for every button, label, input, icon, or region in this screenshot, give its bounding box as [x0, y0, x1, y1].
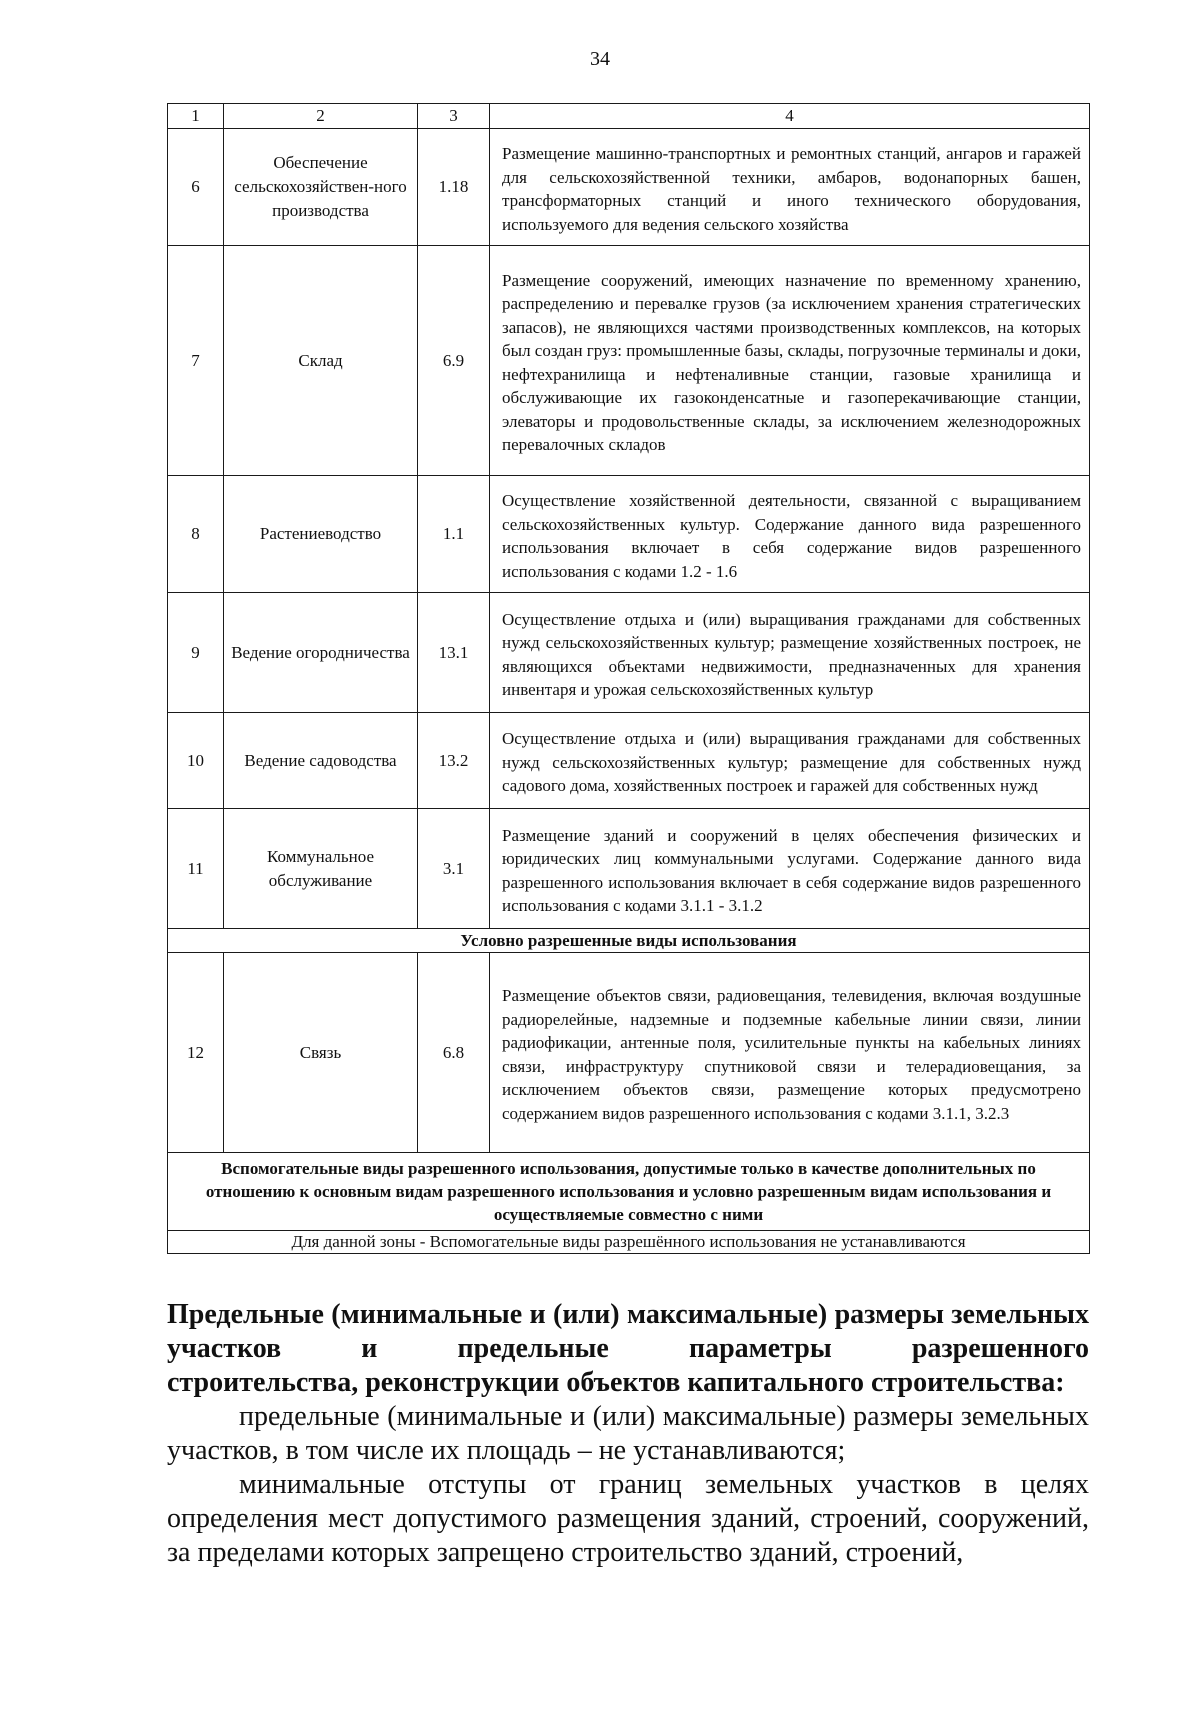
use-code: 3.1: [418, 809, 490, 929]
column-header: 3: [418, 104, 490, 129]
use-name: Ведение огородничества: [224, 593, 418, 713]
page-number: 34: [590, 48, 610, 70]
column-header: 1: [168, 104, 224, 129]
use-description: Размещение машинно-транспортных и ремонтных станций, ангаров и гаражей для сельскохозяйственной техники, амбаров, водонапорных башен, трансформаторных станций и иного технического оборудования, используемого для ведения сельского хозяйства: [490, 129, 1090, 246]
use-description: Осуществление отдыха и (или) выращивания гражданами для собственных нужд сельскохозяйственных культур; размещение для собственных нужд садового дома, хозяйственных построек и гаражей для собственных нужд: [490, 713, 1090, 809]
row-number: 10: [168, 713, 224, 809]
use-name: Склад: [224, 246, 418, 476]
table-row: [168, 713, 1090, 809]
conditional-uses-heading: Условно разрешенные виды использования: [168, 929, 1090, 953]
table-row: [168, 476, 1090, 593]
auxiliary-uses-heading: Вспомогательные виды разрешенного использования, допустимые только в качестве дополнительных по отношению к основным видам разрешенного использования и условно разрешенным видам использования и осуществляемые совместно с ними: [168, 1153, 1090, 1231]
table-row: [168, 129, 1090, 246]
use-description: Размещение объектов связи, радиовещания, телевидения, включая воздушные радиорелейные, надземные и подземные кабельные линии связи, линии радиофикации, антенные поля, усилительные пункты на кабельных линиях связи, инфраструктуру спутниковой связи и телерадиовещания, за исключением объектов связи, размещение которых предусмотрено содержанием видов разрешенного использования с кодами 3.1.1, 3.2.3: [490, 953, 1090, 1153]
auxiliary-note-row: [168, 1231, 1090, 1254]
use-name: Связь: [224, 953, 418, 1153]
row-number: 6: [168, 129, 224, 246]
auxiliary-uses-note: Для данной зоны - Вспомогательные виды разрешённого использования не устанавливаются: [168, 1231, 1090, 1254]
land-use-table: [167, 103, 1090, 1254]
use-code: 13.2: [418, 713, 490, 809]
row-number: 8: [168, 476, 224, 593]
use-description: Размещение сооружений, имеющих назначение по временному хранению, распределению и перевалке грузов (за исключением хранения стратегических запасов), не являющихся частями производственных комплексов, на которых был создан груз: промышленные базы, склады, погрузочные терминалы и доки, нефтехранилища и нефтеналивные станции, газовые хранилища и обслуживающие их газоконденсатные и газоперекачивающие станции, элеваторы и продовольственные склады, за исключением железнодорожных перевалочных складов: [490, 246, 1090, 476]
use-code: 6.8: [418, 953, 490, 1153]
use-name: Обеспечение сельскохозяйствен-ного производства: [224, 129, 418, 246]
conditional-uses-heading-row: [168, 929, 1090, 953]
use-code: 6.9: [418, 246, 490, 476]
row-number: 7: [168, 246, 224, 476]
column-header: 4: [490, 104, 1090, 129]
table-row: [168, 953, 1090, 1153]
use-description: Размещение зданий и сооружений в целях обеспечения физических и юридических лиц коммунальными услугами. Содержание данного вида разрешенного использования включает в себя содержание видов разрешенного использования с кодами 3.1.1 - 3.1.2: [490, 809, 1090, 929]
table-row: [168, 593, 1090, 713]
table-header-row: [168, 104, 1090, 129]
column-header: 2: [224, 104, 418, 129]
row-number: 12: [168, 953, 224, 1153]
table-row: [168, 809, 1090, 929]
use-name: Растениеводство: [224, 476, 418, 593]
parameters-section: [167, 1298, 1089, 1570]
use-description: Осуществление отдыха и (или) выращивания гражданами для собственных нужд сельскохозяйственных культур; размещение хозяйственных построек, не являющихся объектами недвижимости, предназначенных для хранения инвентаря и урожая сельскохозяйственных культур: [490, 593, 1090, 713]
use-name: Ведение садоводства: [224, 713, 418, 809]
paragraph-plot-sizes: предельные (минимальные и (или) максимальные) размеры земельных участков, в том числе их площадь – не устанавливаются;: [167, 1401, 1089, 1466]
use-code: 13.1: [418, 593, 490, 713]
auxiliary-uses-heading-row: [168, 1153, 1090, 1231]
use-description: Осуществление хозяйственной деятельности, связанной с выращиванием сельскохозяйственных культур. Содержание данного вида разрешенного использования включает в себя содержание видов разрешенного использования с кодами 1.2 - 1.6: [490, 476, 1090, 593]
row-number: 11: [168, 809, 224, 929]
use-code: 1.18: [418, 129, 490, 246]
use-code: 1.1: [418, 476, 490, 593]
row-number: 9: [168, 593, 224, 713]
paragraph-setbacks: минимальные отступы от границ земельных участков в целях определения мест допустимого размещения зданий, строений, сооружений, за пределами которых запрещено строительство зданий, строений,: [167, 1469, 1089, 1568]
table-row: [168, 246, 1090, 476]
use-name: Коммунальное обслуживание: [224, 809, 418, 929]
section-heading-continued: строительства, реконструкции объектов капитального строительства:: [167, 1367, 1065, 1398]
section-heading: Предельные (минимальные и (или) максимальные) размеры земельных участков и предельные параметры разрешенного: [167, 1299, 1089, 1364]
